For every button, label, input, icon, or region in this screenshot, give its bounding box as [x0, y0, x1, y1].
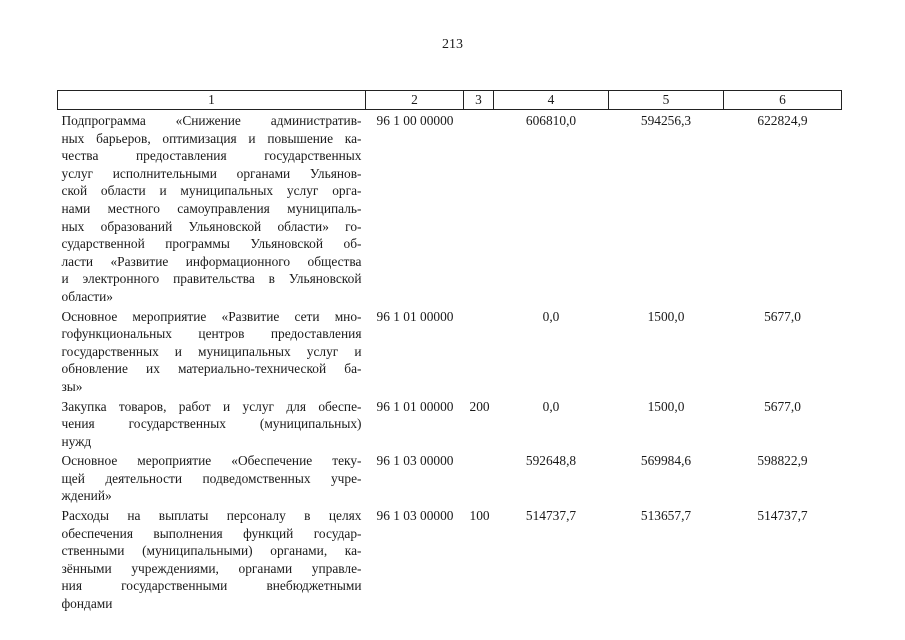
row-name-line: ской области и муниципальных услуг орга- [61, 183, 362, 199]
row-value-col4: 0,0 [542, 398, 560, 414]
table-row [58, 505, 842, 613]
row-value-col4: 592648,8 [525, 453, 577, 469]
row-code-cell: 96 1 00 00000 [376, 113, 454, 128]
row-name-line: ласти «Развитие информационного общества [61, 253, 362, 269]
row-expense-type-cell [464, 450, 494, 505]
row-name-line: фондами [61, 596, 113, 612]
row-name-line: Подпрограмма «Снижение административ- [61, 113, 362, 128]
row-name-line: Закупка товаров, работ и услуг для обеспе- [61, 398, 362, 414]
row-expense-type-cell: 200 [469, 398, 490, 414]
row-value-col4: 514737,7 [525, 508, 577, 524]
row-code-cell: 96 1 03 00000 [376, 508, 454, 524]
row-name-line: Основное мероприятие «Развитие сети мно- [61, 308, 362, 324]
row-name-line: зёнными учреждениями, органами управле- [61, 560, 362, 576]
row-name-line: чества предоставления государственных [61, 148, 362, 164]
row-name-line: услуг исполнительными органами Ульянов- [61, 165, 362, 181]
row-code-cell: 96 1 03 00000 [376, 453, 454, 469]
table-row [58, 396, 842, 451]
row-name-cell [58, 505, 366, 613]
page-number: 213 [442, 37, 463, 52]
row-name-line: Расходы на выплаты персоналу в целях [61, 508, 362, 524]
row-name-line: государственных и муниципальных услуг и [61, 343, 362, 359]
row-expense-type-cell [464, 110, 494, 306]
row-name-line: щей деятельности подведомственных учре- [61, 470, 362, 486]
row-name-line: обеспечения выполнения функций государ- [61, 525, 362, 541]
row-value-col5: 1500,0 [647, 398, 685, 414]
row-value-col6: 514737,7 [757, 508, 808, 524]
table-body [58, 110, 842, 613]
row-value-col5: 513657,7 [640, 508, 692, 524]
row-value-col5: 569984,6 [640, 453, 692, 469]
table-row [58, 450, 842, 505]
header-cell: 6 [724, 91, 842, 110]
row-name-line: чения государственных (муниципальных) [61, 416, 362, 432]
row-expense-type-cell [464, 306, 494, 396]
row-expense-type-cell: 100 [469, 508, 490, 524]
row-name-line: ных образований Ульяновской области» го- [61, 218, 362, 234]
row-name-line: ных барьеров, оптимизация и повышение ка- [61, 130, 362, 146]
budget-table [57, 90, 842, 613]
row-code-cell: 96 1 01 00000 [376, 308, 454, 324]
header-cell: 3 [464, 91, 494, 110]
row-name-cell [58, 450, 366, 505]
header-row [58, 91, 842, 110]
row-value-col6: 598822,9 [757, 453, 808, 469]
row-name-cell [58, 306, 366, 396]
row-value-col6: 5677,0 [764, 398, 801, 414]
row-value-col6: 622824,9 [757, 113, 808, 128]
row-value-col4: 606810,0 [525, 113, 577, 128]
row-name-cell [58, 396, 366, 451]
row-name-line: области» [61, 288, 113, 304]
row-name-line: и электронного правительства в Ульяновской [61, 271, 362, 287]
row-name-line: гофункциональных центров предоставления [61, 326, 362, 342]
row-name-line: сударственной программы Ульяновской об- [61, 236, 362, 252]
row-value-col5: 594256,3 [640, 113, 692, 128]
header-cell: 4 [494, 91, 609, 110]
row-value-col5: 1500,0 [647, 308, 685, 324]
row-name-line: нами местного самоуправления муниципаль- [61, 200, 362, 216]
header-cell: 1 [58, 91, 366, 110]
row-name-line: ственными (муниципальными) органами, ка- [61, 543, 362, 559]
row-name-line: зы» [61, 378, 83, 394]
header-cell: 2 [366, 91, 464, 110]
table-row [58, 306, 842, 396]
row-name-cell [58, 110, 366, 306]
row-code-cell: 96 1 01 00000 [376, 398, 454, 414]
row-value-col6: 5677,0 [764, 308, 801, 324]
row-name-line: Основное мероприятие «Обеспечение теку- [61, 453, 362, 469]
row-name-line: ждений» [61, 488, 112, 504]
header-cell: 5 [609, 91, 724, 110]
row-name-line: нужд [61, 433, 92, 449]
row-value-col4: 0,0 [542, 308, 560, 324]
row-name-line: ния государственными внебюджетными [61, 578, 362, 594]
table-row [58, 110, 842, 306]
row-name-line: обновление их материально-технической ба- [61, 361, 362, 377]
